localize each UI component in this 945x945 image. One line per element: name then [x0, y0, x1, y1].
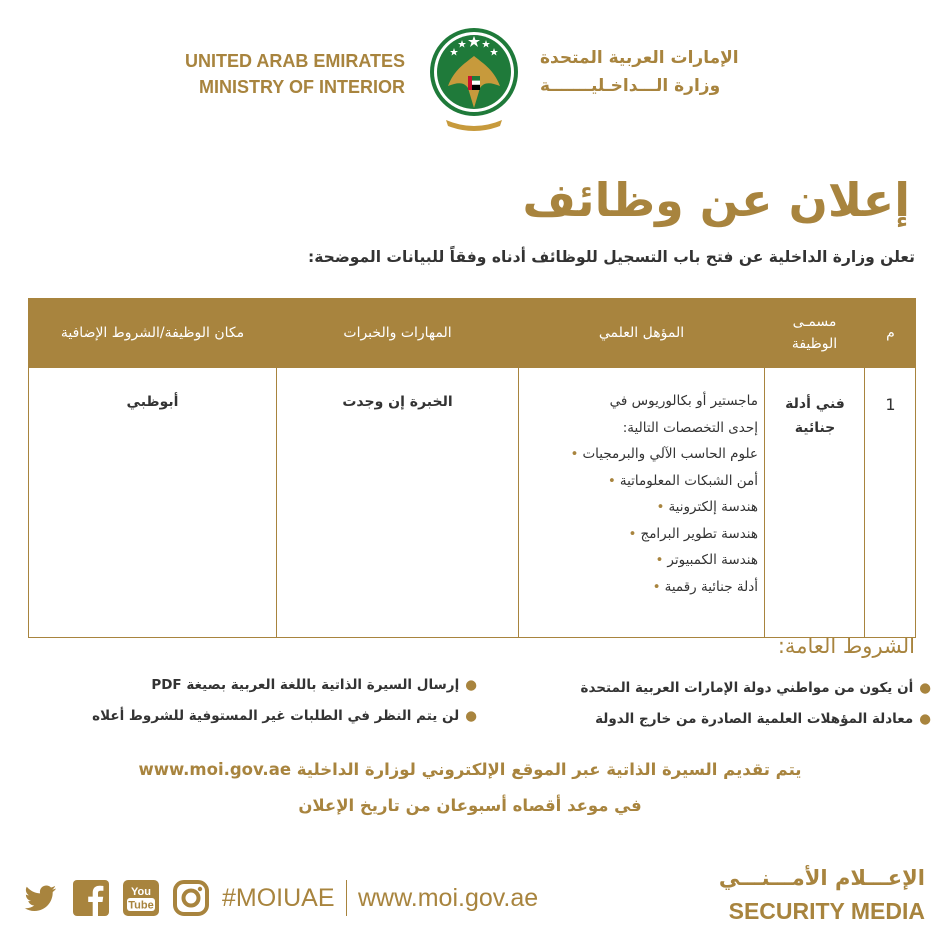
header-num: م [865, 299, 916, 367]
condition-item: ●أن يكون من مواطني دولة الإمارات العربية المتحدة [580, 680, 931, 696]
security-media-english: SECURITY MEDIA [728, 898, 925, 924]
ministry-name-english [150, 48, 405, 100]
column-divider [518, 299, 519, 637]
svg-text:You: You [131, 886, 151, 898]
row-location: أبوظبي [126, 394, 179, 410]
ministry-name-arabic [540, 44, 790, 100]
website-link[interactable]: www.moi.gov.ae [358, 884, 539, 912]
en-country-line: UNITED ARAB EMIRATES [185, 51, 405, 71]
en-ministry-line: MINISTRY OF INTERIOR [198, 77, 405, 97]
header-location: مكان الوظيفة/الشروط الإضافية [29, 299, 276, 367]
column-divider [276, 299, 277, 637]
page-title: إعلان عن وظائف [522, 173, 910, 227]
general-conditions-title: الشروط العامة: [777, 634, 915, 658]
specialization-item: علوم الحاسب الآلي والبرمجيات • [521, 441, 758, 468]
ar-country-line: الإمارات العربية المتحدة [540, 48, 739, 68]
ar-ministry-line: وزارة الـــداخـليـــــــة [540, 76, 721, 96]
qualification-list [521, 388, 758, 600]
header-skills: المهارات والخبرات [277, 299, 518, 367]
row-num: 1 [885, 395, 896, 414]
condition-item: ●معادلة المؤهلات العلمية الصادرة من خارج الدولة [595, 711, 931, 727]
specialization-item: هندسة تطوير البرامج • [521, 521, 758, 548]
hashtag-link[interactable]: #MOIUAE [222, 884, 335, 912]
column-divider [764, 299, 765, 637]
instagram-icon[interactable] [172, 879, 210, 917]
row-qualification [521, 368, 758, 600]
svg-text:Tube: Tube [128, 899, 154, 912]
facebook-icon[interactable] [72, 879, 110, 917]
bullet-icon: ● [465, 677, 477, 693]
twitter-icon[interactable] [22, 879, 60, 917]
row-job-title: فني أدلة جنائية [785, 396, 845, 436]
column-divider [864, 299, 865, 637]
footer-divider [346, 880, 347, 916]
bullet-icon: ● [919, 680, 931, 696]
condition-item: ●إرسال السيرة الذاتية باللغة العربية بصيغة PDF [151, 677, 477, 693]
row-skills: الخبرة إن وجدت [342, 394, 453, 410]
header-job-title: مسمـى الوظيفة [765, 299, 864, 367]
specialization-item: هندسة الكمبيوتر • [521, 547, 758, 574]
submission-line: يتم تقديم السيرة الذاتية عبر الموقع الإلكتروني لوزارة الداخلية www.moi.gov.ae [138, 760, 802, 779]
qualification-intro: إحدى التخصصات التالية: [622, 419, 758, 436]
qualification-intro: ماجستير أو بكالوريوس في [609, 393, 758, 409]
jobs-table [28, 298, 916, 638]
bullet-icon: ● [919, 711, 931, 727]
youtube-icon[interactable] [122, 879, 160, 917]
intro-text: تعلن وزارة الداخلية عن فتح باب التسجيل للوظائف أدناه وفقاً للبيانات الموضحة: [308, 248, 915, 266]
condition-item: ●لن يتم النظر في الطلبات غير المستوفية للشروط أعلاه [92, 708, 477, 724]
submission-deadline: في موعد أقصاه أسبوعان من تاريخ الإعلان [298, 796, 642, 815]
bullet-icon: ● [465, 708, 477, 724]
specialization-item: أمن الشبكات المعلوماتية • [521, 468, 758, 495]
uae-ministry-emblem-icon [424, 26, 524, 138]
specialization-item: هندسة إلكترونية • [521, 494, 758, 521]
header-qualification: المؤهل العلمي [519, 299, 764, 367]
security-media-arabic: الإعـــلام الأمـــنـــي [718, 866, 925, 890]
specialization-item: أدلة جنائية رقمية • [521, 574, 758, 601]
